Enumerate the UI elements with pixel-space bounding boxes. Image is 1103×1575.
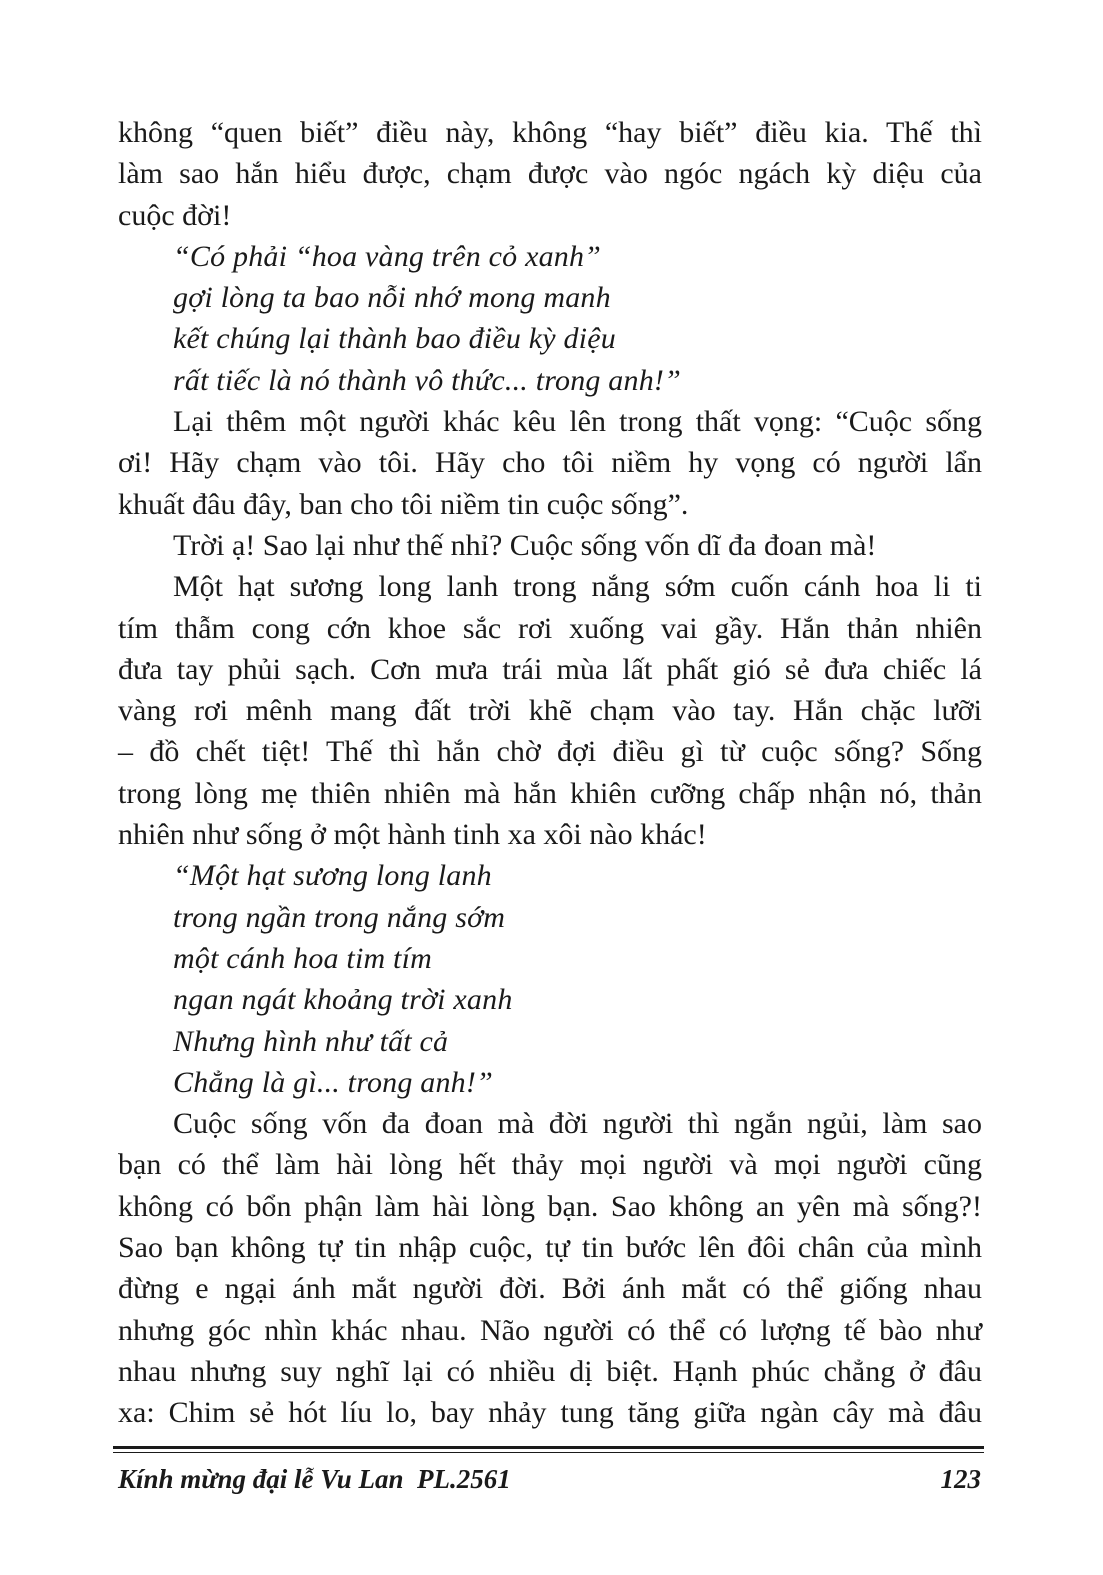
- text-line: trong lòng mẹ thiên nhiên mà hắn khiên cưỡng chấp nhận nó, thản: [118, 776, 982, 810]
- footer-rule: [113, 1446, 984, 1449]
- poem-line: ngan ngát khoảng trời xanh: [173, 983, 513, 1017]
- text-line: không “quen biết” điều này, không “hay biết” điều kia. Thế thì: [118, 116, 982, 149]
- text-line: cuộc đời!: [118, 198, 232, 232]
- text-line: xa: Chim sẻ hót líu lo, bay nhảy tung tăng giữa ngàn cây mà đâu: [118, 1396, 982, 1430]
- poem-line: một cánh hoa tim tím: [173, 941, 432, 975]
- text-line: Lại thêm một người khác kêu lên trong thất vọng: “Cuộc sống: [173, 405, 982, 439]
- text-line: Sao bạn không tự tin nhập cuộc, tự tin bước lên đôi chân của mình: [118, 1231, 982, 1265]
- poem-line: Nhưng hình như tất cả: [173, 1024, 449, 1058]
- page-number: 123: [940, 1464, 981, 1494]
- footer-rule-thin: [113, 1452, 984, 1453]
- page-body: [118, 112, 982, 1434]
- text-line: nhưng góc nhìn khác nhau. Não người có thể có lượng tế bào như: [118, 1313, 982, 1347]
- running-footer-title: Kính mừng đại lễ Vu Lan PL.2561: [118, 1464, 511, 1494]
- poem-line: “Có phải “hoa vàng trên cỏ xanh”: [173, 239, 602, 273]
- poem-line: Chẳng là gì... trong anh!”: [173, 1065, 493, 1099]
- text-line: Trời ạ! Sao lại như thế nhỉ? Cuộc sống vốn dĩ đa đoan mà!: [173, 528, 877, 562]
- poem-line: gợi lòng ta bao nỗi nhớ mong manh: [173, 281, 611, 315]
- poem-line: kết chúng lại thành bao điều kỳ diệu: [173, 322, 616, 356]
- poem-line: rất tiếc là nó thành vô thức... trong anh!”: [173, 363, 681, 397]
- text-line: ơi! Hãy chạm vào tôi. Hãy cho tôi niềm hy vọng có người lẩn: [118, 446, 982, 480]
- text-line: tím thẫm cong cớn khoe sắc rơi xuống vai gầy. Hắn thản nhiên: [118, 611, 982, 645]
- text-line: Cuộc sống vốn đa đoan mà đời người thì ngắn ngủi, làm sao: [173, 1107, 982, 1141]
- poem-line: trong ngần trong nắng sớm: [173, 900, 506, 934]
- text-line: đừng e ngại ánh mắt người đời. Bởi ánh mắt có thể giống nhau: [118, 1272, 982, 1306]
- text-line: bạn có thể làm hài lòng hết thảy mọi người và mọi người cũng: [118, 1148, 982, 1182]
- text-line: đưa tay phủi sạch. Cơn mưa trái mùa lất phất gió sẻ đưa chiếc lá: [118, 652, 982, 686]
- poem-line: “Một hạt sương long lanh: [173, 859, 492, 893]
- text-line: không có bổn phận làm hài lòng bạn. Sao không an yên mà sống?!: [118, 1189, 982, 1223]
- text-line: – đồ chết tiệt! Thế thì hắn chờ đợi điều gì từ cuộc sống? Sống: [118, 735, 982, 769]
- text-line: vàng rơi mênh mang đất trời khẽ chạm vào tay. Hắn chặc lưỡi: [118, 694, 982, 728]
- text-line: nhau nhưng suy nghĩ lại có nhiều dị biệt. Hạnh phúc chẳng ở đâu: [118, 1354, 982, 1388]
- text-line: khuất đâu đây, ban cho tôi niềm tin cuộc sống”.: [118, 487, 689, 521]
- text-line: nhiên như sống ở một hành tinh xa xôi nào khác!: [118, 818, 707, 852]
- text-line: làm sao hắn hiểu được, chạm được vào ngóc ngách kỳ diệu của: [118, 157, 982, 191]
- text-line: Một hạt sương long lanh trong nắng sớm cuốn cánh hoa li ti: [173, 570, 982, 604]
